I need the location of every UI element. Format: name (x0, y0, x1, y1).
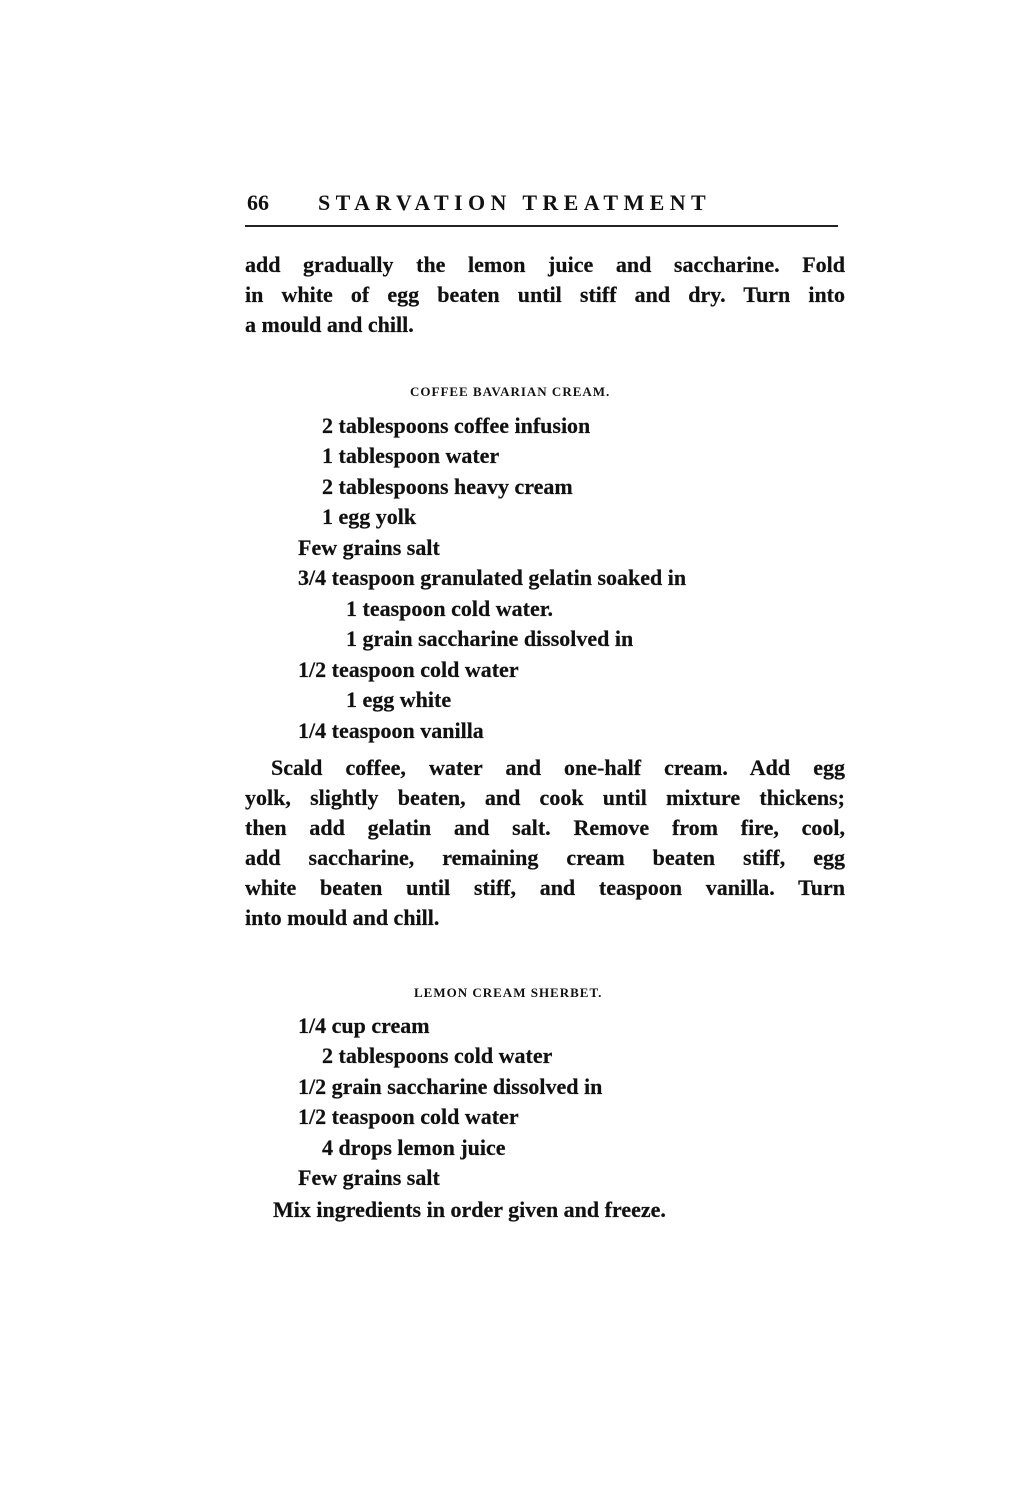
ingredient: 1/4 teaspoon vanilla (298, 718, 484, 743)
ingredient: 3/4 teaspoon granulated gelatin soaked in (298, 565, 687, 590)
directions-line: Scald coffee, water and one-half cream. Add egg (271, 755, 845, 780)
ingredient: 1 egg yolk (322, 504, 417, 529)
ingredient: 2 tablespoons heavy cream (322, 474, 573, 499)
recipe-title: LEMON CREAM SHERBET. (414, 985, 603, 1000)
directions-line: white beaten until stiff, and teaspoon vanilla. Turn (245, 875, 845, 900)
intro-line: in white of egg beaten until stiff and dry. Turn into (245, 282, 845, 307)
ingredient: 4 drops lemon juice (322, 1135, 506, 1160)
intro-line: a mould and chill. (245, 312, 414, 337)
ingredient: 1 grain saccharine dissolved in (346, 626, 634, 651)
header-rule (245, 225, 838, 227)
directions-line: then add gelatin and salt. Remove from fire, cool, (245, 815, 845, 840)
ingredient: 1/2 teaspoon cold water (298, 1104, 519, 1129)
ingredient: Few grains salt (298, 1165, 440, 1190)
directions-line: into mould and chill. (245, 905, 440, 930)
ingredient: 1 egg white (346, 687, 452, 712)
recipe-title: COFFEE BAVARIAN CREAM. (410, 384, 611, 399)
intro-line: add gradually the lemon juice and saccharine. Fold (245, 252, 845, 277)
ingredient: 2 tablespoons cold water (322, 1043, 553, 1068)
ingredient: 1 tablespoon water (322, 443, 500, 468)
ingredient: 1/4 cup cream (298, 1013, 430, 1038)
ingredient: 1 teaspoon cold water. (346, 596, 553, 621)
page-number: 66 (247, 190, 269, 215)
running-title: STARVATION TREATMENT (318, 190, 712, 215)
directions-line: Mix ingredients in order given and freeze. (273, 1197, 666, 1222)
directions-line: yolk, slightly beaten, and cook until mixture thickens; (245, 785, 845, 810)
ingredient: 1/2 teaspoon cold water (298, 657, 519, 682)
ingredient: 1/2 grain saccharine dissolved in (298, 1074, 603, 1099)
ingredient: Few grains salt (298, 535, 440, 560)
directions-line: add saccharine, remaining cream beaten stiff, egg (245, 845, 845, 870)
ingredient: 2 tablespoons coffee infusion (322, 413, 591, 438)
